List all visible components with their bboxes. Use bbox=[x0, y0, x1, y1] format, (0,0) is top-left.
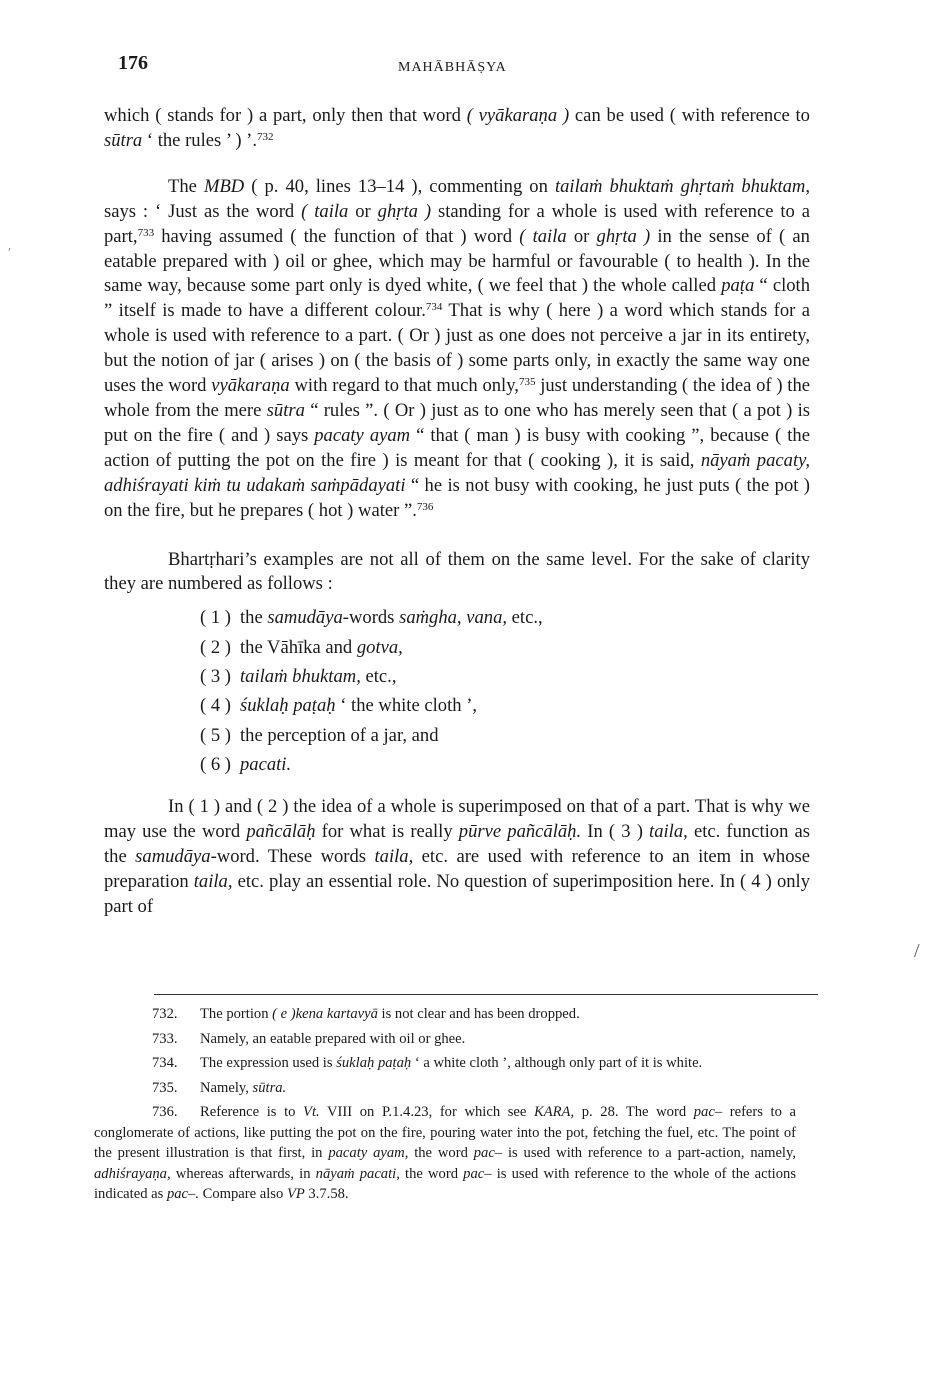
footnote-ref-736: 736 bbox=[416, 500, 434, 513]
list-item: ( 5 ) the perception of a jar, and bbox=[200, 724, 439, 746]
footnote-735: 735. Namely, sūtra. bbox=[152, 1079, 287, 1096]
paragraph-mbd: The MBD ( p. 40, lines 13–14 ), commenting on tailaṁ bhuktaṁ ghṛtaṁ bhuktam, says : ‘ Just as the word ( taila or ghṛta ) standing for a whole is used with reference to a part,$^{733}$ having assumed ( the function of that ) word ( taila or ghṛta ) in the sense of ( an eatable prepared with ) oil or ghee, which may be harmful or favourable ( to health ). In the same way, because some part only is dyed white, ( we feel that ) the whole called paṭa “ cloth ” itself is made to have a different colour.$^{734}$ That is why ( here ) a word which stands for a whole is used with reference to a part. ( Or ) just as one does not perceive a jar in its entirety, but the notion of jar ( arises ) on ( the basis of ) some parts only, in exactly the same way one uses the word vyākaraṇa with regard to that much only,$^{735}$ just understanding ( the idea of ) the whole from the mere sūtra “ rules ”. ( Or ) just as to one who has merely seen that ( a pot ) is put on the fire ( and ) says pacaty ayam “ that ( man ) is busy with cooking ”, because ( the action of putting the pot on the fire ) is meant for that ( cooking ), it is said, nāyaṁ pacaty, adhiśrayati kiṁ tu udakaṁ saṁpādayati “ he is not busy with cooking, he just puts ( the pot ) on the fire, but he prepares ( hot ) water ”.$^{736}$ bbox=[104, 175, 811, 521]
footnote-ref-733: 733 bbox=[137, 226, 155, 239]
paragraph-analysis: In ( 1 ) and ( 2 ) the idea of a whole is superimposed on that of a part. That is why we may use the word pañcālāḥ for what is really pūrve pañcālāḥ. In ( 3 ) taila, etc. function as the samudāya-word. These words taila, etc. are used with reference to an item in whose preparation taila, etc. play an essential role. No question of superimposition here. In ( 4 ) only part of bbox=[104, 796, 811, 917]
footnote-734: 734. The expression used is śuklaḥ paṭaḥ ‘ a white cloth ’, although only part of it is white. bbox=[152, 1055, 703, 1071]
footnote-ref-734: 734 bbox=[425, 301, 443, 314]
footnote-732: 732. The portion ( e )kena kartavyā is not clear and has been dropped. bbox=[152, 1006, 580, 1022]
examples-list bbox=[104, 603, 810, 779]
main-text bbox=[104, 104, 810, 920]
list-item: ( 3 ) tailaṁ bhuktam, etc., bbox=[200, 665, 397, 687]
list-item: ( 4 ) śuklaḥ paṭaḥ ‘ the white cloth ’, bbox=[200, 695, 478, 717]
running-title: MAHĀBHĀṢYA bbox=[398, 60, 507, 75]
footnotes bbox=[94, 1004, 796, 1209]
list-item: ( 2 ) the Vāhīka and gotva, bbox=[200, 636, 403, 658]
list-item: ( 6 ) pacati. bbox=[200, 753, 292, 775]
footnote-ref-735: 735 bbox=[518, 376, 536, 389]
footnote-divider bbox=[154, 994, 818, 995]
paragraph-intro: which ( stands for ) a part, only then that word ( vyākaraṇa ) can be used ( with reference to sūtra ‘ the rules ’ ) ’.$^{732}$ bbox=[104, 105, 810, 151]
margin-mark: ′ bbox=[8, 246, 12, 261]
footnote-ref-732: 732 bbox=[257, 130, 274, 143]
footnote-736: 736. Reference is to Vt. VIII on P.1.4.23, for which see KARA, p. 28. The word pac– refers to a conglomerate of actions, like putting the pot on the fire, pouring water into the pot, fetching the fuel, etc. The point of the present illustration is that first, in pacaty ayam, the word pac– is used with reference to a part-action, namely, adhiśrayaṇa, whereas afterwards, in nāyaṁ pacati, the word pac– is used with reference to the whole of the actions indicated as pac–. Compare also VP 3.7.58. bbox=[94, 1104, 796, 1202]
page-number: 176 bbox=[118, 52, 148, 74]
paragraph-bhartrhari: Bhartṛhari’s examples are not all of them on the same level. For the sake of clarity they are numbered as follows : bbox=[104, 548, 810, 595]
margin-mark: / bbox=[914, 940, 920, 962]
footnote-733: 733. Namely, an eatable prepared with oil or ghee. bbox=[152, 1030, 466, 1047]
list-item: ( 1 ) the samudāya-words saṁgha, vana, etc., bbox=[200, 607, 543, 629]
